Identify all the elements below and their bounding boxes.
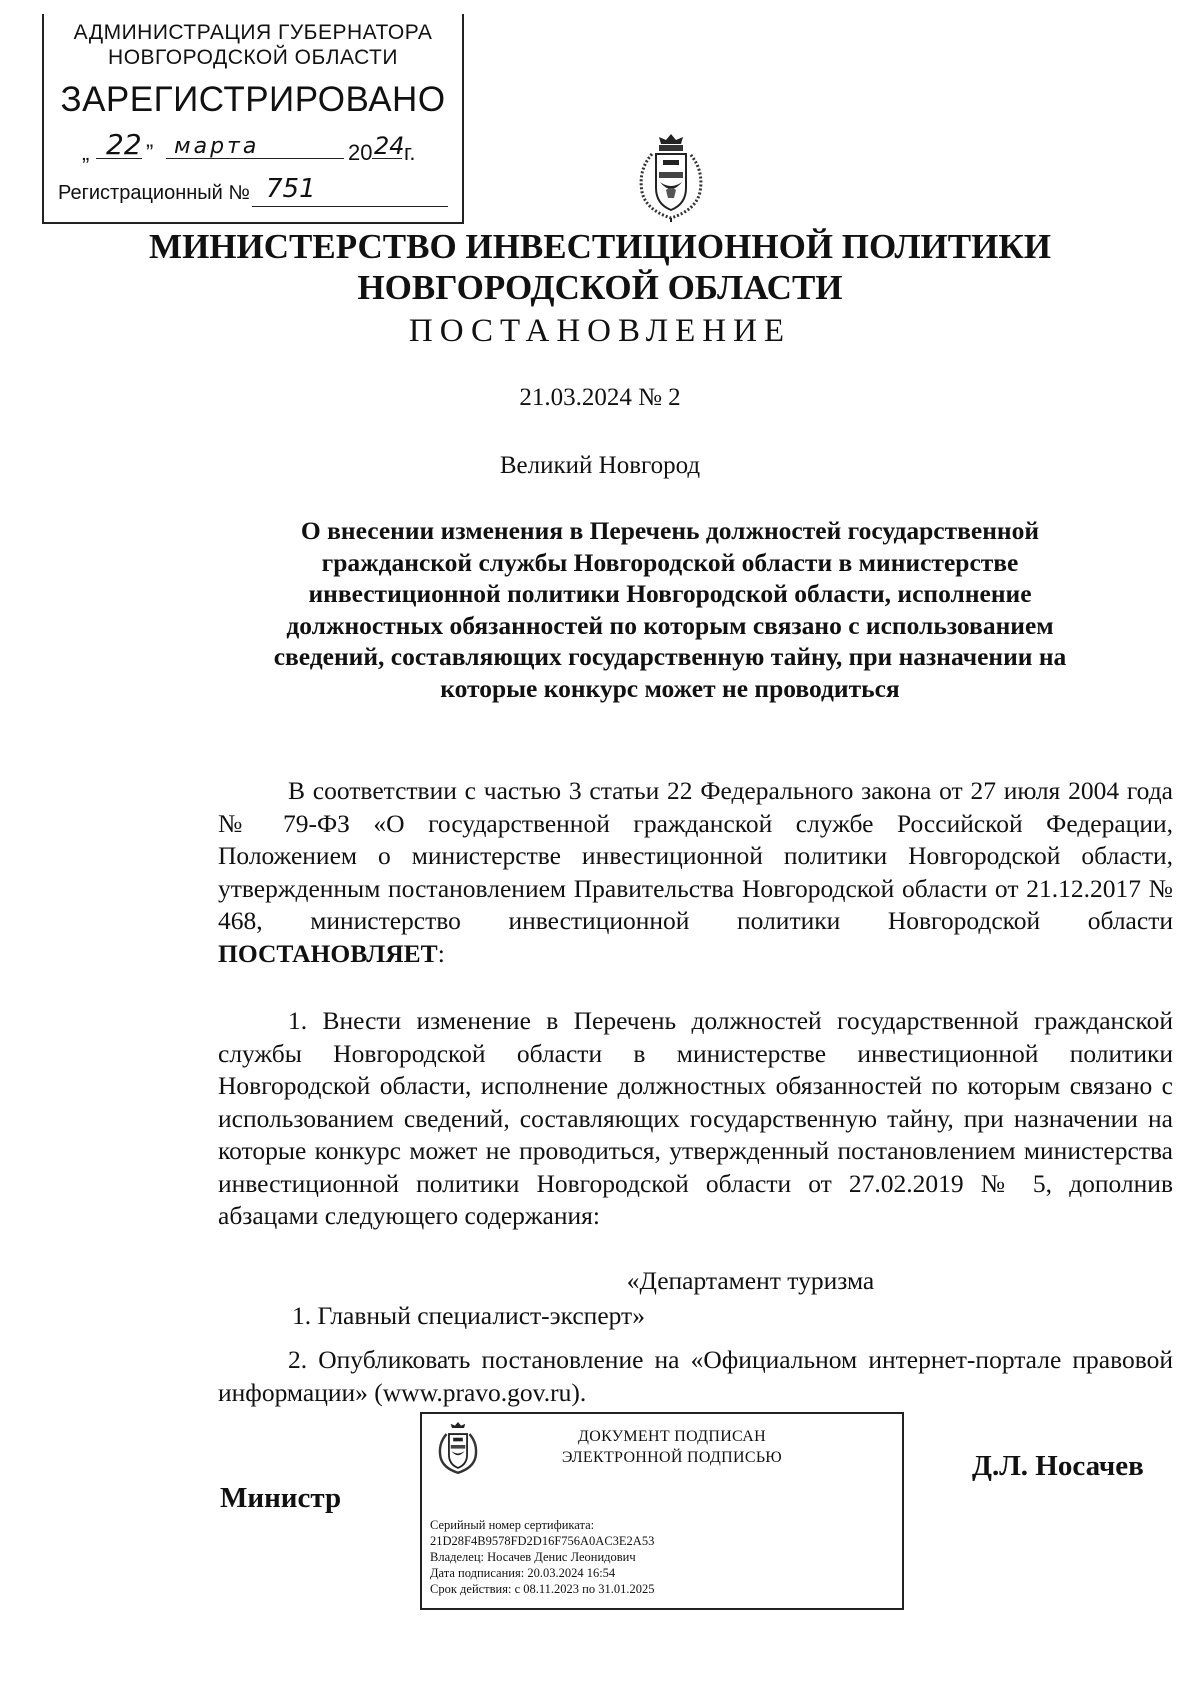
position-line: 1. Главный специалист-эксперт» [292,1301,645,1330]
novgorod-coat-of-arms-icon [628,130,714,224]
stamp-day-line [96,158,142,159]
resolves-word: ПОСТАНОВЛЯЕТ [218,938,438,968]
subject-line: О внесении изменения в Перечень должностей государственной [300,516,1040,545]
subject-line: сведений, составляющих государственную тайну, при назначении на [273,642,1067,671]
stamp-year-prefix: 20 [348,140,373,165]
coat-of-arms-small-icon [432,1419,484,1477]
stamp-year-line [372,158,402,159]
stamp-quote-close: ” [146,140,154,165]
item-2-paragraph: 2. Опубликовать постановление на «Официальном интернет-портале правовой информации» (www.pravo.gov.ru). [218,1345,1173,1407]
minister-name: Д.Л. Носачев [972,1450,1144,1482]
stamp-date-line [82,128,452,166]
stamp-year-unit: г. [404,140,416,165]
department-line: «Департамент туризма [626,1266,875,1295]
stamp-day: 22 [106,128,142,161]
stamp-year-suffix: 24 [374,132,405,160]
stamp-reg-number: 751 [266,174,316,204]
preamble-paragraph [218,775,1173,970]
signature-heading [502,1426,842,1468]
ministry-title-line2: НОВГОРОДСКОЙ ОБЛАСТИ [357,268,843,307]
subject-line: должностных обязанностей по которым связано с использованием [286,610,1054,640]
cert-validity: Срок действия: с 08.11.2023 по 31.01.2025 [430,1582,655,1596]
stamp-admin-line1: АДМИНИСТРАЦИЯ ГУБЕРНАТОРА [73,21,433,44]
cert-owner: Владелец: Носачев Денис Леонидович [430,1550,636,1564]
ministry-title [0,226,1200,308]
stamp-quote-open: „ [82,140,90,165]
item-1-paragraph: 1. Внести изменение в Перечень должностей государственной гражданской службы Новгородской области в министерстве инвестиционной политики Новгородской области, исполнение должностных обязанностей по которым связано с использованием сведений, составляющих государственную тайну, при назначении на которые конкурс может не проводиться, утвержденный постановлением министерства инвестиционной политики Новгородской области от 27.02.2019 № 5, дополнив абзацами следующего содержания: [218,1006,1173,1230]
signature-heading-line1: ДОКУМЕНТ ПОДПИСАН [578,1428,766,1445]
preamble-text: В соответствии с частью 3 статьи 22 Федерального закона от 27 июля 2004 года № 79-ФЗ «О государственной гражданской службе Российской Федерации, Положением о министерстве инвестиционной политики Новгородской области, утвержденным постановлением Правительства Новгородской области от 21.12.2017 № 468, министерство инвестиционной политики Новгородской области [218,776,1173,935]
ministry-title-line1: МИНИСТЕРСТВО ИНВЕСТИЦИОННОЙ ПОЛИТИКИ [149,227,1051,266]
cert-signed-date: Дата подписания: 20.03.2024 16:54 [430,1566,616,1580]
stamp-registered: ЗАРЕГИСТРИРОВАНО [60,80,446,119]
document-type: ПОСТАНОВЛЕНИЕ [408,313,792,349]
cert-serial: 21D28F4B9578FD2D16F756A0AC3E2A53 [430,1534,655,1548]
stamp-reg-label: Регистрационный № [58,182,250,204]
subject-line: которые конкурс может не проводиться [440,673,900,703]
cert-label: Серийный номер сертификата: [430,1518,595,1532]
stamp-month: марта [174,134,260,159]
document-city: Великий Новгород [499,452,701,479]
document-subject [220,515,1120,704]
registration-stamp [42,14,464,224]
signature-heading-line2: ЭЛЕКТРОННОЙ ПОДПИСЬЮ [561,1449,783,1466]
stamp-month-line [166,158,344,159]
stamp-admin-heading [44,20,462,70]
subject-line: инвестиционной политики Новгородской области, исполнение [308,579,1032,608]
document-date-number: 21.03.2024 № 2 [519,384,681,411]
resolves-colon: : [437,938,445,968]
minister-role: Министр [220,1482,342,1514]
electronic-signature-box [420,1412,904,1610]
subject-line: гражданской службы Новгородской области в министерстве [321,547,1019,577]
stamp-reg-line [252,206,448,207]
stamp-admin-line2: НОВГОРОДСКОЙ ОБЛАСТИ [108,46,398,69]
